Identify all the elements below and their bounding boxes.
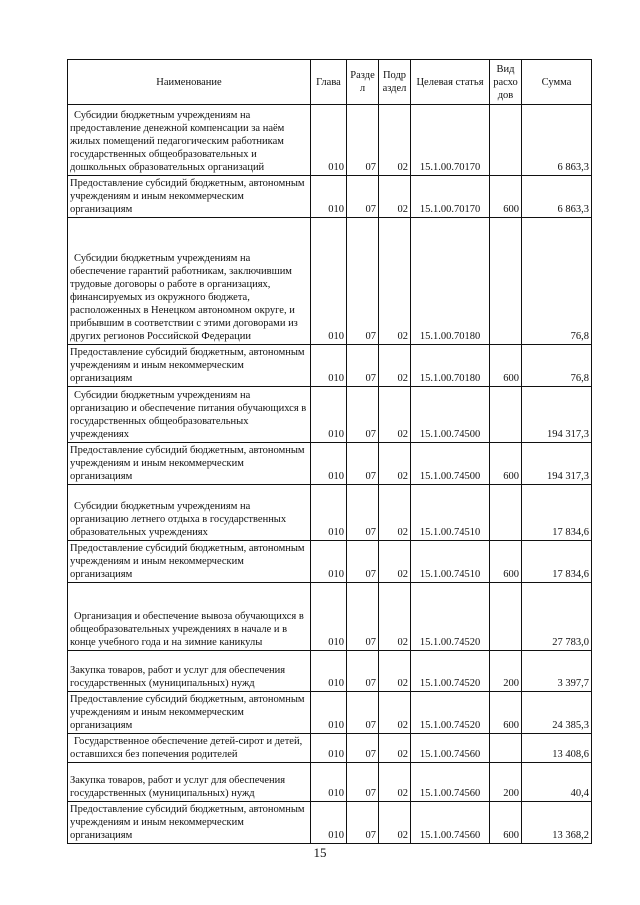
table-row: [68, 692, 592, 734]
cell-sum: 6 863,3: [522, 176, 592, 218]
table-body: [68, 105, 592, 844]
cell-sum: 6 863,3: [522, 105, 592, 176]
table-row: [68, 541, 592, 583]
col-header-subsection: Подр аздел: [379, 60, 411, 105]
cell-chapter: 010: [311, 218, 347, 345]
cell-subsection: 02: [379, 583, 411, 651]
table-row: [68, 583, 592, 651]
cell-chapter: 010: [311, 387, 347, 443]
cell-name: Предоставление субсидий бюджетным, автономным учреждениям и иным некоммерческим организациям: [68, 541, 311, 583]
cell-expense-kind: 200: [490, 651, 522, 692]
table-row: [68, 345, 592, 387]
cell-name: Субсидии бюджетным учреждениям на предоставление денежной компенсации за наём жилых помещений педагогическим работникам государственных общеобразовательных и дошкольных образовательных организаций: [68, 105, 311, 176]
table-row: [68, 485, 592, 541]
cell-chapter: 010: [311, 485, 347, 541]
cell-subsection: 02: [379, 734, 411, 763]
table-row: [68, 176, 592, 218]
cell-target-article: 15.1.00.74520: [411, 651, 490, 692]
cell-chapter: 010: [311, 692, 347, 734]
cell-name: Закупка товаров, работ и услуг для обеспечения государственных (муниципальных) нужд: [68, 651, 311, 692]
cell-name: Предоставление субсидий бюджетным, автономным учреждениям и иным некоммерческим организациям: [68, 345, 311, 387]
cell-chapter: 010: [311, 651, 347, 692]
cell-sum: 13 408,6: [522, 734, 592, 763]
cell-section: 07: [347, 763, 379, 802]
cell-chapter: 010: [311, 541, 347, 583]
cell-section: 07: [347, 541, 379, 583]
cell-subsection: 02: [379, 692, 411, 734]
cell-sum: 17 834,6: [522, 485, 592, 541]
budget-table: [67, 59, 592, 844]
cell-name: Субсидии бюджетным учреждениям на организацию летнего отдыха в государственных образовательных учреждениях: [68, 485, 311, 541]
cell-section: 07: [347, 485, 379, 541]
cell-target-article: 15.1.00.74500: [411, 443, 490, 485]
cell-target-article: 15.1.00.74520: [411, 583, 490, 651]
cell-target-article: 15.1.00.74510: [411, 485, 490, 541]
cell-name: Субсидии бюджетным учреждениям на организацию и обеспечение питания обучающихся в государственных общеобразовательных учреждениях: [68, 387, 311, 443]
cell-section: 07: [347, 802, 379, 844]
col-header-target: Целевая статья: [411, 60, 490, 105]
cell-name: Государственное обеспечение детей-сирот и детей, оставшихся без попечения родителей: [68, 734, 311, 763]
cell-sum: 3 397,7: [522, 651, 592, 692]
cell-expense-kind: 600: [490, 802, 522, 844]
cell-section: 07: [347, 443, 379, 485]
cell-expense-kind: [490, 218, 522, 345]
cell-chapter: 010: [311, 443, 347, 485]
cell-name: Предоставление субсидий бюджетным, автономным учреждениям и иным некоммерческим организациям: [68, 802, 311, 844]
col-header-name: Наименование: [68, 60, 311, 105]
cell-expense-kind: [490, 485, 522, 541]
cell-section: 07: [347, 583, 379, 651]
cell-chapter: 010: [311, 345, 347, 387]
cell-subsection: 02: [379, 443, 411, 485]
col-header-kind: Вид расхо дов: [490, 60, 522, 105]
table-row: [68, 105, 592, 176]
cell-subsection: 02: [379, 176, 411, 218]
table-row: [68, 443, 592, 485]
cell-name: Закупка товаров, работ и услуг для обеспечения государственных (муниципальных) нужд: [68, 763, 311, 802]
table-row: [68, 218, 592, 345]
cell-name: Организация и обеспечение вывоза обучающихся в общеобразовательных учреждениях в начале и в конце учебного года и на зимние каникулы: [68, 583, 311, 651]
cell-expense-kind: 600: [490, 692, 522, 734]
cell-sum: 27 783,0: [522, 583, 592, 651]
cell-target-article: 15.1.00.74560: [411, 734, 490, 763]
cell-target-article: 15.1.00.74560: [411, 802, 490, 844]
cell-section: 07: [347, 692, 379, 734]
cell-expense-kind: 600: [490, 541, 522, 583]
cell-subsection: 02: [379, 802, 411, 844]
table-header-row: [68, 60, 592, 105]
cell-target-article: 15.1.00.74500: [411, 387, 490, 443]
table-row: [68, 651, 592, 692]
cell-chapter: 010: [311, 176, 347, 218]
cell-subsection: 02: [379, 218, 411, 345]
cell-section: 07: [347, 176, 379, 218]
cell-sum: 194 317,3: [522, 387, 592, 443]
cell-chapter: 010: [311, 763, 347, 802]
cell-expense-kind: [490, 105, 522, 176]
cell-sum: 13 368,2: [522, 802, 592, 844]
cell-chapter: 010: [311, 583, 347, 651]
col-header-section: Разде л: [347, 60, 379, 105]
cell-name: Предоставление субсидий бюджетным, автономным учреждениям и иным некоммерческим организациям: [68, 443, 311, 485]
cell-target-article: 15.1.00.70170: [411, 176, 490, 218]
cell-target-article: 15.1.00.74510: [411, 541, 490, 583]
cell-chapter: 010: [311, 802, 347, 844]
cell-sum: 24 385,3: [522, 692, 592, 734]
cell-target-article: 15.1.00.74560: [411, 763, 490, 802]
table-row: [68, 734, 592, 763]
cell-section: 07: [347, 387, 379, 443]
cell-expense-kind: [490, 583, 522, 651]
cell-expense-kind: 200: [490, 763, 522, 802]
cell-chapter: 010: [311, 105, 347, 176]
cell-expense-kind: [490, 387, 522, 443]
cell-sum: 76,8: [522, 218, 592, 345]
cell-subsection: 02: [379, 485, 411, 541]
cell-subsection: 02: [379, 763, 411, 802]
page-number: 15: [313, 845, 327, 860]
cell-chapter: 010: [311, 734, 347, 763]
cell-subsection: 02: [379, 345, 411, 387]
cell-section: 07: [347, 651, 379, 692]
cell-sum: 194 317,3: [522, 443, 592, 485]
cell-name: Предоставление субсидий бюджетным, автономным учреждениям и иным некоммерческим организациям: [68, 176, 311, 218]
col-header-chapter: Глава: [311, 60, 347, 105]
col-header-sum: Сумма: [522, 60, 592, 105]
table-row: [68, 387, 592, 443]
cell-sum: 76,8: [522, 345, 592, 387]
cell-section: 07: [347, 734, 379, 763]
cell-expense-kind: 600: [490, 443, 522, 485]
cell-target-article: 15.1.00.74520: [411, 692, 490, 734]
cell-section: 07: [347, 105, 379, 176]
cell-expense-kind: 600: [490, 345, 522, 387]
cell-subsection: 02: [379, 651, 411, 692]
cell-section: 07: [347, 345, 379, 387]
table-row: [68, 802, 592, 844]
cell-sum: 17 834,6: [522, 541, 592, 583]
cell-name: Предоставление субсидий бюджетным, автономным учреждениям и иным некоммерческим организациям: [68, 692, 311, 734]
table-row: [68, 763, 592, 802]
cell-subsection: 02: [379, 105, 411, 176]
cell-expense-kind: [490, 734, 522, 763]
cell-target-article: 15.1.00.70180: [411, 345, 490, 387]
cell-subsection: 02: [379, 387, 411, 443]
cell-subsection: 02: [379, 541, 411, 583]
cell-target-article: 15.1.00.70180: [411, 218, 490, 345]
cell-target-article: 15.1.00.70170: [411, 105, 490, 176]
cell-section: 07: [347, 218, 379, 345]
cell-sum: 40,4: [522, 763, 592, 802]
cell-name: Субсидии бюджетным учреждениям на обеспечение гарантий работникам, заключившим трудовые договоры о работе в организациях, финансируемых из окружного бюджета, расположенных в Ненецком автономном округе, и прибывшим в соответствии с этими договорами из других регионов Российской Федерации: [68, 218, 311, 345]
cell-expense-kind: 600: [490, 176, 522, 218]
